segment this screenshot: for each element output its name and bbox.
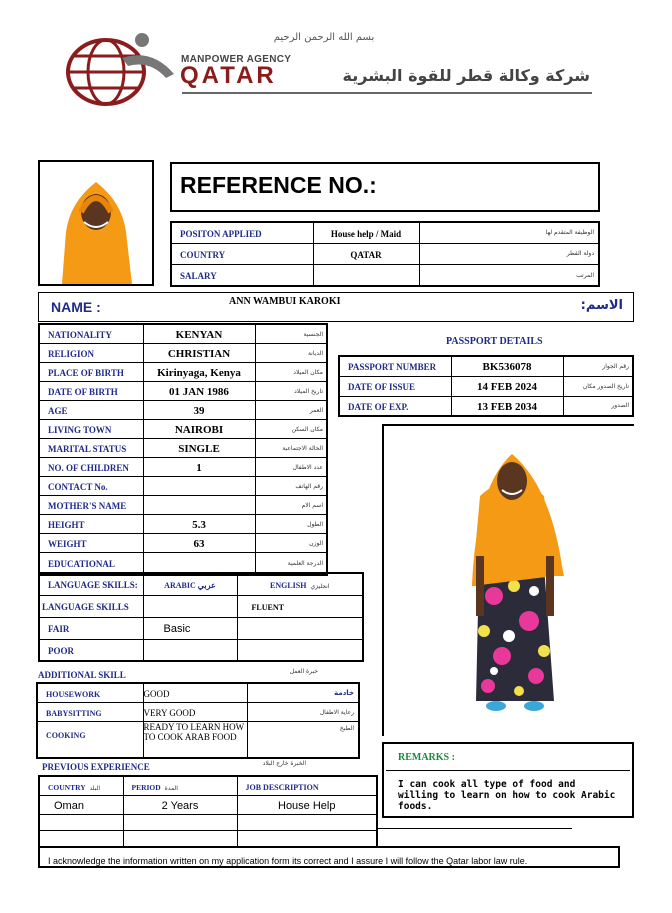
personal-value-cell — [143, 420, 255, 439]
lang-english-cell: ENGLISH انجليزي — [237, 573, 363, 595]
previous-experience-title-ar: الخبرة خارج البلاد — [262, 760, 306, 767]
exp-period-header: PERIOD المدة — [123, 776, 237, 796]
salary-value-cell — [313, 265, 419, 286]
agency-name-small: MANPOWER AGENCY — [181, 54, 292, 65]
personal-value-cell — [143, 458, 255, 477]
personal-row — [39, 324, 327, 344]
exp-country-header: COUNTRY البلد — [39, 776, 123, 796]
cooking-value-cell: READY TO LEARN HOW TO COOK ARAB FOOD — [143, 722, 247, 758]
country-ar-cell: دولة القطر — [419, 243, 599, 264]
personal-value: 1 — [196, 462, 202, 474]
personal-label-arabic: الجنسية — [303, 330, 323, 338]
personal-row — [39, 363, 327, 382]
salary-ar-cell: المرتب — [419, 265, 599, 286]
position-table — [170, 221, 600, 287]
acknowledgement-text: I acknowledge the information written on my application form its correct and I assure I will follow the Qatar labor law rule. — [48, 856, 528, 866]
personal-label-arabic: رقم الهاتف — [295, 482, 323, 490]
personal-label: PLACE OF BIRTH — [48, 368, 124, 378]
personal-label-cell — [39, 439, 143, 458]
personal-label: MARITAL STATUS — [48, 444, 127, 454]
name-arabic-label: الاسم: — [580, 298, 623, 313]
header-underline — [182, 92, 592, 94]
exp-date-value-cell: 13 FEB 2034 — [451, 396, 563, 416]
personal-label-arabic: الدرجة العلمية — [287, 559, 323, 567]
lang-header-label-cell: LANGUAGE SKILLS: — [39, 573, 143, 595]
personal-label-cell — [39, 458, 143, 477]
bismillah-calligraphy: بسم الله الرحمن الرحيم — [273, 32, 375, 43]
housework-label-cell: HOUSEWORK — [37, 683, 143, 703]
personal-label: NATIONALITY — [48, 330, 112, 340]
personal-label-cell — [39, 420, 143, 439]
personal-label-cell — [39, 496, 143, 515]
personal-label-arabic: عدد الاطفال — [292, 463, 323, 471]
personal-label: DATE OF BIRTH — [48, 387, 118, 397]
experience-extension-line — [378, 828, 572, 829]
remarks-divider — [386, 770, 630, 771]
exp-date-ar-cell: الصدور — [563, 396, 633, 416]
lang-skills-arabic-cell — [143, 595, 237, 617]
personal-row — [39, 458, 327, 477]
issue-date-value-cell: 14 FEB 2024 — [451, 376, 563, 396]
salary-label-cell: SALARY — [171, 265, 313, 286]
personal-label-arabic: مكان السكن — [291, 425, 323, 433]
personal-row — [39, 496, 327, 515]
lang-arabic-cell: ARABIC عربي — [143, 573, 237, 595]
personal-label-arabic: الطول — [307, 520, 323, 528]
issue-date-ar-cell: تاريخ الصدور مكان — [563, 376, 633, 396]
personal-ar-cell — [255, 420, 327, 439]
passport-table — [338, 355, 634, 417]
exp-job-cell — [237, 831, 377, 847]
personal-value: 39 — [193, 405, 205, 417]
personal-row — [39, 515, 327, 534]
lang-fair-value-cell: Basic — [143, 617, 237, 639]
personal-label-arabic: الديانة — [307, 349, 323, 357]
exp-country-cell — [39, 815, 123, 831]
housework-ar-cell: خادمة — [247, 683, 359, 703]
personal-row — [39, 477, 327, 496]
personal-value-cell — [143, 363, 255, 382]
personal-label-cell — [39, 363, 143, 382]
personal-label-cell — [39, 515, 143, 534]
additional-skill-title: ADDITIONAL SKILL — [38, 670, 126, 680]
personal-value-cell — [143, 324, 255, 344]
personal-value: Kirinyaga, Kenya — [157, 367, 241, 379]
personal-value-cell — [143, 401, 255, 420]
exp-period-cell — [123, 815, 237, 831]
country-label-cell: COUNTRY — [171, 243, 313, 264]
passport-title: PASSPORT DETAILS — [446, 336, 543, 347]
cooking-ar-cell: الطبخ — [247, 722, 359, 758]
personal-value: 5.3 — [192, 519, 206, 531]
passport-number-ar-cell: رقم الجواز — [563, 356, 633, 376]
personal-ar-cell — [255, 439, 327, 458]
personal-value-cell — [143, 534, 255, 553]
personal-value-cell — [143, 382, 255, 401]
personal-row — [39, 439, 327, 458]
previous-experience-title: PREVIOUS EXPERIENCE — [42, 762, 150, 772]
exp-period-cell — [123, 831, 237, 847]
reference-box — [170, 162, 600, 212]
position-label-cell: POSITON APPLIED — [171, 222, 313, 243]
lang-skills-label-cell: LANGUAGE SKILLS — [39, 595, 143, 617]
remarks-title: REMARKS : — [398, 752, 455, 763]
personal-label: LIVING TOWN — [48, 425, 112, 435]
personal-ar-cell — [255, 458, 327, 477]
personal-ar-cell — [255, 515, 327, 534]
personal-row — [39, 401, 327, 420]
personal-value-cell — [143, 344, 255, 363]
personal-label-arabic: الحالة الاجتماعية — [282, 444, 323, 452]
personal-row — [39, 420, 327, 439]
personal-label-cell — [39, 401, 143, 420]
personal-label: CONTACT No. — [48, 482, 108, 492]
issue-date-label-cell: DATE OF ISSUE — [339, 376, 451, 396]
agency-name-big: QATAR — [180, 62, 277, 89]
personal-label-arabic: اسم الام — [301, 501, 323, 509]
personal-ar-cell — [255, 534, 327, 553]
personal-value: KENYAN — [175, 329, 223, 341]
personal-label: WEIGHT — [48, 539, 87, 549]
exp-job-cell — [237, 815, 377, 831]
name-value: ANN WAMBUI KAROKI — [229, 296, 341, 307]
personal-row — [39, 382, 327, 401]
personal-value-cell — [143, 477, 255, 496]
language-table — [38, 572, 364, 662]
babysitting-label-cell: BABYSITTING — [37, 703, 143, 722]
personal-label: HEIGHT — [48, 520, 85, 530]
exp-job-cell: House Help — [237, 796, 377, 815]
exp-country-cell — [39, 831, 123, 847]
personal-label-cell — [39, 534, 143, 553]
personal-row — [39, 344, 327, 363]
personal-value-cell — [143, 439, 255, 458]
personal-label: AGE — [48, 406, 68, 416]
personal-label: MOTHER'S NAME — [48, 501, 127, 511]
personal-ar-cell — [255, 401, 327, 420]
personal-ar-cell — [255, 344, 327, 363]
personal-label-arabic: العمر — [309, 406, 323, 414]
remarks-text: I can cook all type of food and willing to learn on how to cook Arabic foods. — [398, 779, 616, 812]
profile-photo-full — [382, 424, 634, 736]
personal-value: 63 — [193, 538, 205, 550]
acknowledgement-box — [38, 846, 620, 868]
agency-name-arabic: شركة وكالة قطر للقوة البشرية — [342, 66, 590, 85]
additional-skill-table — [36, 682, 360, 759]
personal-label-cell — [39, 344, 143, 363]
personal-label-cell — [39, 477, 143, 496]
lang-fair-label-cell: FAIR — [39, 617, 143, 639]
babysitting-value-cell: VERY GOOD — [143, 703, 247, 722]
globe-logo-icon — [62, 28, 182, 108]
personal-ar-cell — [255, 382, 327, 401]
country-value-cell: QATAR — [313, 243, 419, 264]
personal-label-arabic: الوزن — [309, 539, 323, 547]
personal-label-cell — [39, 324, 143, 344]
lang-poor-english-cell — [237, 639, 363, 661]
lang-skills-english-cell: FLUENT — [237, 595, 363, 617]
remarks-box — [382, 742, 634, 818]
additional-skill-title-ar: خبرة العمل — [289, 668, 318, 675]
personal-details-table — [38, 323, 328, 576]
exp-job-header: JOB DESCRIPTION — [237, 776, 377, 796]
lang-poor-arabic-cell — [143, 639, 237, 661]
lang-poor-label-cell: POOR — [39, 639, 143, 661]
position-ar-cell: الوظيفة المتقدم لها — [419, 222, 599, 243]
exp-date-label-cell: DATE OF EXP. — [339, 396, 451, 416]
personal-label: NO. OF CHILDREN — [48, 463, 129, 473]
exp-period-cell: 2 Years — [123, 796, 237, 815]
personal-label: EDUCATIONAL — [48, 559, 115, 570]
personal-value: NAIROBI — [174, 424, 224, 436]
personal-value: SINGLE — [178, 443, 220, 455]
reference-label: REFERENCE NO.: — [180, 172, 377, 198]
position-value-cell: House help / Maid — [313, 222, 419, 243]
personal-ar-cell — [255, 363, 327, 382]
personal-label-arabic: تاريخ الميلاد — [294, 387, 323, 395]
exp-country-cell: Oman — [39, 796, 123, 815]
profile-photo-small — [38, 160, 154, 286]
agency-logo — [62, 28, 182, 108]
lang-fair-english-cell — [237, 617, 363, 639]
name-bar — [38, 292, 634, 322]
cooking-label-cell: COOKING — [37, 722, 143, 758]
personal-ar-cell — [255, 496, 327, 515]
experience-table — [38, 775, 378, 848]
personal-value-cell — [143, 515, 255, 534]
personal-label: RELIGION — [48, 349, 95, 359]
personal-ar-cell — [255, 324, 327, 344]
personal-value: CHRISTIAN — [167, 348, 231, 360]
personal-label-cell — [39, 382, 143, 401]
personal-value: 01 JAN 1986 — [169, 386, 229, 398]
housework-value-cell: GOOD — [143, 683, 247, 703]
babysitting-ar-cell: رعاية الاطفال — [247, 703, 359, 722]
name-label: NAME : — [51, 299, 101, 315]
passport-number-value-cell: BK536078 — [451, 356, 563, 376]
personal-label-arabic: مكان الميلاد — [293, 368, 323, 376]
personal-ar-cell — [255, 477, 327, 496]
personal-value-cell — [143, 496, 255, 515]
passport-number-label-cell: PASSPORT NUMBER — [339, 356, 451, 376]
personal-row — [39, 534, 327, 553]
